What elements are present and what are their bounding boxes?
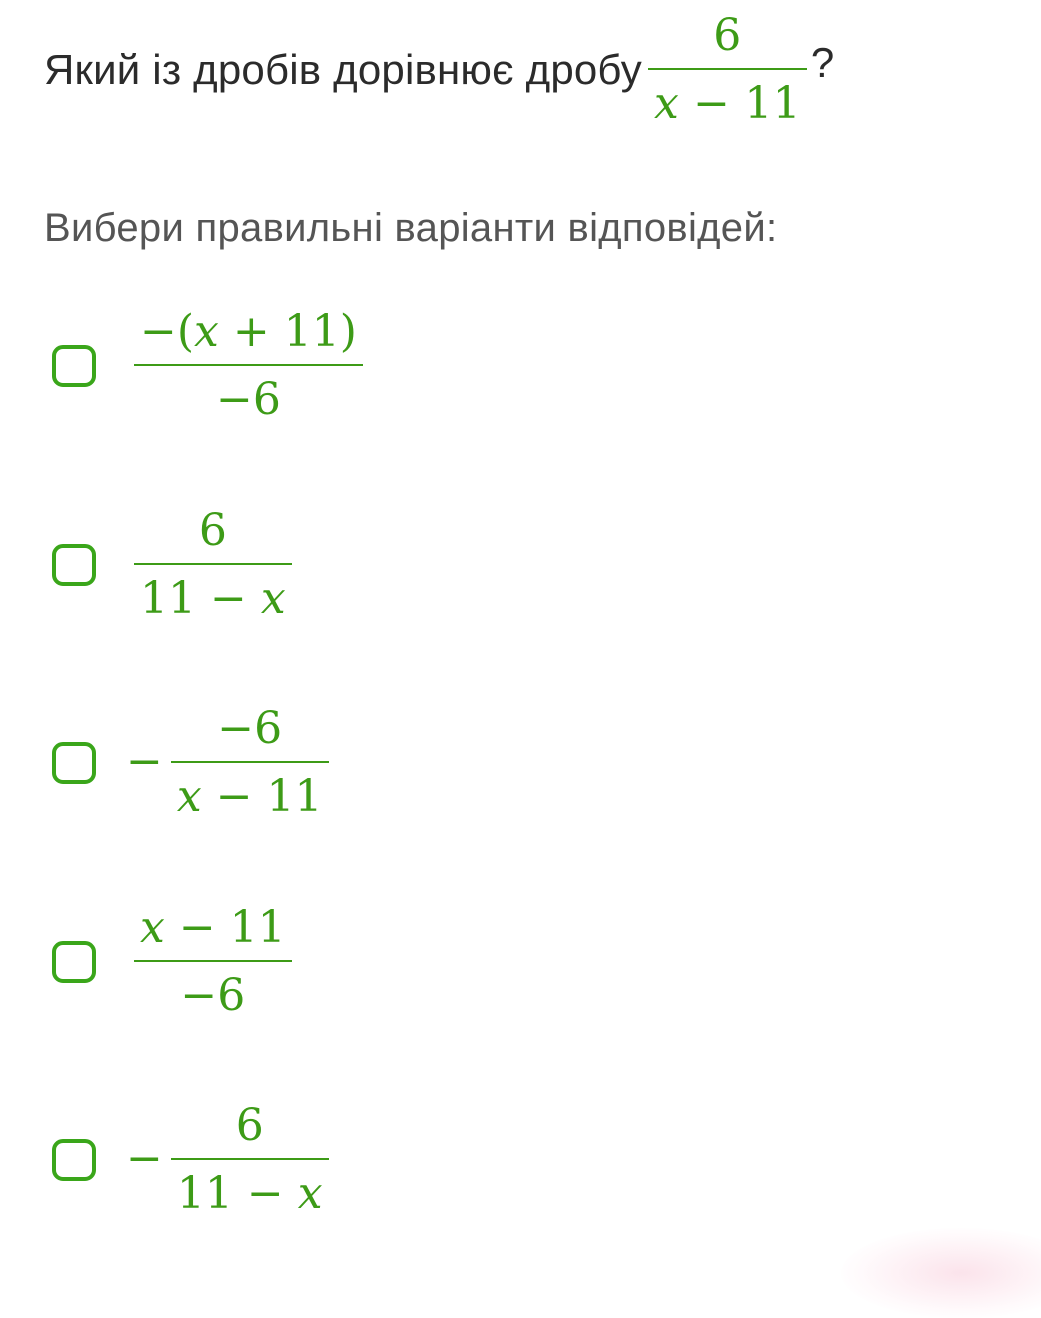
answer-option-3[interactable] — [52, 693, 329, 833]
decorative-blob — [841, 1228, 1041, 1318]
answer-option-5[interactable] — [52, 1090, 329, 1230]
checkbox[interactable] — [52, 1139, 96, 1181]
answer-option-2[interactable] — [52, 495, 292, 635]
leading-minus: − — [126, 735, 163, 787]
fraction-numerator: 6 — [198, 505, 227, 556]
fraction-numerator: −6 — [217, 703, 283, 754]
fraction-denominator: 11 − x — [176, 1168, 323, 1219]
checkbox[interactable] — [52, 941, 96, 983]
math-variable: x — [653, 78, 679, 129]
option-fraction — [134, 902, 292, 1021]
question-text: Який із дробів дорівнює дробу — [44, 46, 642, 93]
question-prompt — [44, 0, 834, 140]
question-mark: ? — [810, 39, 835, 86]
fraction-denominator: 11 − x — [140, 573, 286, 624]
option-fraction — [134, 505, 292, 624]
fraction-denominator: −6 — [216, 374, 281, 425]
option-expression — [126, 902, 292, 1021]
answer-option-4[interactable] — [52, 892, 292, 1032]
denominator-rest: − 11 — [678, 78, 801, 129]
option-expression — [126, 703, 329, 822]
fraction-numerator: 6 — [235, 1100, 264, 1151]
option-expression — [126, 1100, 329, 1219]
checkbox[interactable] — [52, 345, 96, 387]
checkbox[interactable] — [52, 544, 96, 586]
option-fraction — [171, 703, 329, 822]
option-expression — [126, 306, 363, 425]
instruction-text: Вибери правильні варіанти відповідей: — [44, 206, 778, 250]
option-expression — [126, 505, 292, 624]
answer-option-1[interactable] — [52, 296, 363, 436]
checkbox[interactable] — [52, 742, 96, 784]
option-fraction — [171, 1100, 329, 1219]
fraction-denominator: x − 11 — [176, 771, 323, 822]
leading-minus: − — [126, 1132, 163, 1184]
fraction-numerator: x − 11 — [140, 902, 286, 953]
fraction-numerator: −(x + 11) — [140, 306, 357, 357]
fraction-denominator — [648, 70, 807, 129]
fraction-numerator: 6 — [713, 10, 742, 61]
option-fraction — [134, 306, 363, 425]
question-fraction — [648, 10, 807, 129]
fraction-denominator: −6 — [180, 970, 246, 1021]
